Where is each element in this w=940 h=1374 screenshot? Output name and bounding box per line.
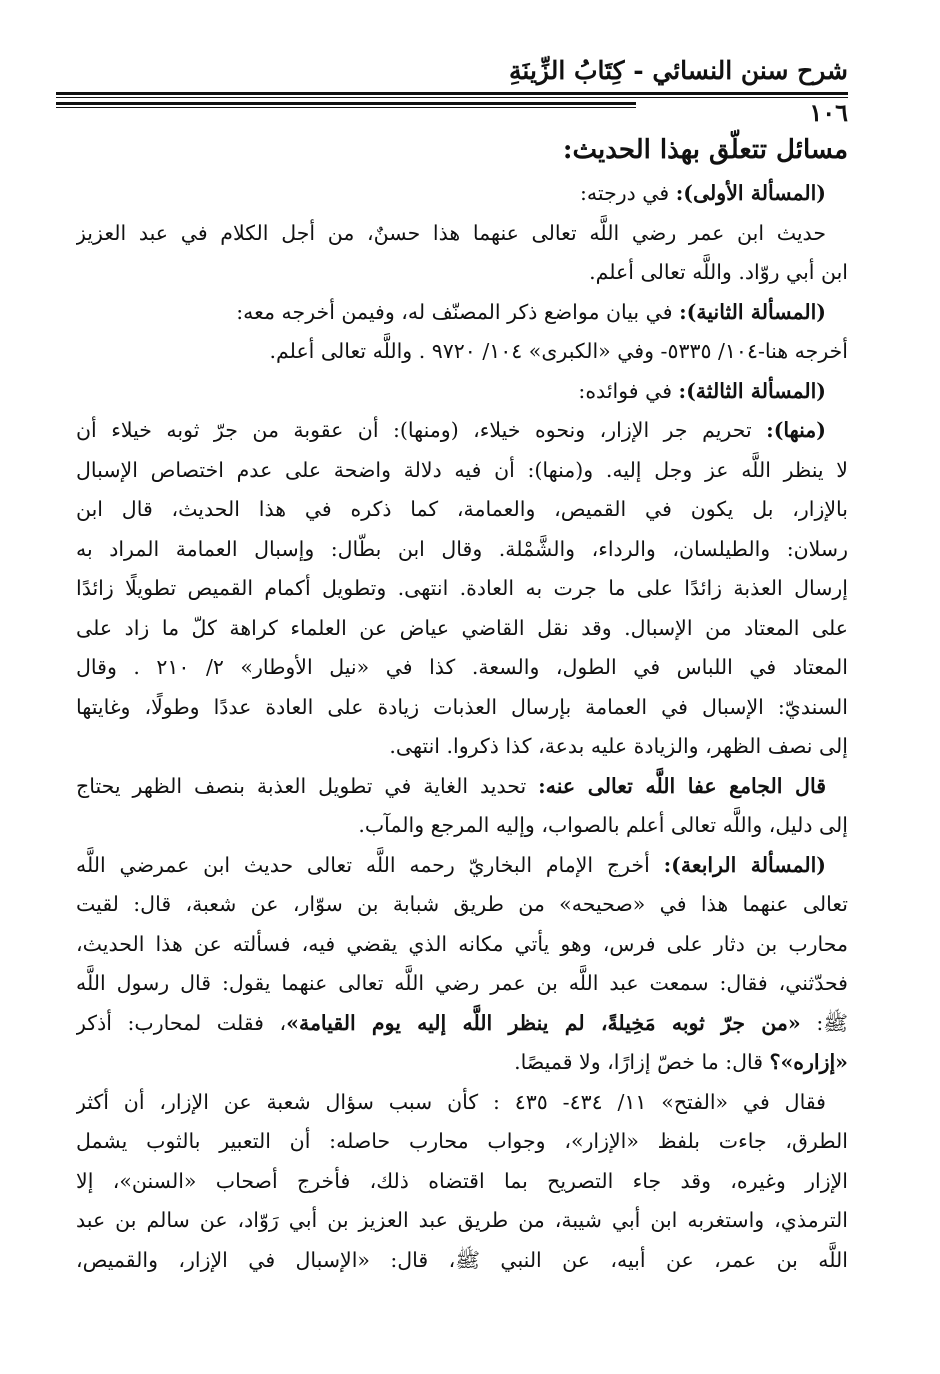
- line-text: الطرق، جاءت بلفظ «الإزار»، وجواب محارب حاصله: أن التعبير بالثوب يشمل: [76, 1129, 848, 1153]
- line-text: حديث ابن عمر رضي اللَّه تعالى عنهما هذا حسنٌ، من أجل الكلام في عبد العزيز: [76, 220, 826, 245]
- line-text: لا ينظر اللَّه عز وجل إليه. و(منها): أن فيه دلالة واضحة على عدم اختصاص الإسبال: [76, 457, 848, 482]
- text-line: [76, 411, 848, 451]
- text-line: [76, 372, 848, 412]
- text-line: [76, 1004, 848, 1044]
- text-line: [76, 1083, 848, 1123]
- line-text: في درجته:: [579, 181, 676, 205]
- text-line: [76, 1162, 848, 1202]
- page-number-rule-thin: [56, 107, 636, 108]
- text-line: [76, 846, 848, 886]
- page-number: ١٠٦: [809, 98, 848, 127]
- line-text: رسلان: والطيلسان، والرداء، والشَّمْلة. وقال ابن بطّال: وإسبال العمامة المراد به: [76, 536, 848, 561]
- header-rule: [56, 92, 848, 95]
- text-line: [76, 885, 848, 925]
- line-text: الترمذي، واستغربه ابن أبي شيبة، من طريق عبد العزيز بن أبي رَوّاد، عن سالم بن عبد: [76, 1208, 848, 1232]
- line-text: فحدّثني، فقال: سمعت عبد اللَّه بن عمر رضي اللَّه تعالى عنهما يقول: قال رسول اللَّه: [76, 971, 848, 995]
- line-text: في بيان مواضع ذكر المصنّف له، وفيمن أخرجه معه:: [236, 299, 680, 324]
- text-line: [76, 214, 848, 254]
- text-line: [76, 648, 848, 688]
- text-line: [76, 451, 848, 491]
- text-line: [76, 806, 848, 846]
- text-line: [76, 253, 848, 293]
- text-line: [76, 332, 848, 372]
- text-line: [76, 490, 848, 530]
- line-text: أخرجه هنا-١٠٤/ ٥٣٣٥- وفي «الكبرى» ١٠٤/ ٩٧٢٠ . واللَّه تعالى أعلم.: [269, 339, 848, 363]
- bold-run: قال الجامع عفا اللَّه تعالى عنه:: [538, 773, 827, 798]
- text-line: [76, 964, 848, 1004]
- header-rule-thin: [56, 97, 848, 98]
- text-line: [76, 1241, 848, 1281]
- text-line: [76, 609, 848, 649]
- line-text: اللَّه بن عمر، عن أبيه، عن النبي ﷺ، قال: «الإسبال في الإزار، والقميص،: [76, 1247, 848, 1272]
- running-header-title: شرح سنن النسائي - كِتَابُ الزِّينَةِ: [509, 56, 848, 85]
- line-text: بالإزار، بل يكون في القميص، والعمامة، كما ذكره في هذا الحديث، قال ابن: [76, 497, 848, 521]
- line-text: إلى دليل، واللَّه تعالى أعلم بالصواب، وإليه المرجع والمآب.: [358, 813, 848, 837]
- bold-run: «من جرّ ثوبه مَخِيلةً، لم ينظر اللَّه إليه يوم القيامة»: [286, 1010, 801, 1035]
- bold-run: (المسألة الرابعة):: [663, 852, 827, 877]
- body-text: [76, 128, 848, 1280]
- text-line: [76, 688, 848, 728]
- text-line: [76, 174, 848, 214]
- text-line: [76, 1043, 848, 1083]
- line-text: ابن أبي روّاد. واللَّه تعالى أعلم.: [589, 260, 848, 284]
- text-line: [76, 767, 848, 807]
- bold-run: «إزاره»؟: [769, 1050, 848, 1074]
- text-line: [76, 1201, 848, 1241]
- line-text: إلى نصف الظهر، والزيادة عليه بدعة، كذا ذكروا. انتهى.: [389, 734, 848, 758]
- line-text: محارب بن دثار على فرس، وهو يأتي مكانه الذي يقضي فيه، فسألته عن هذا الحديث،: [76, 931, 848, 956]
- bold-run: (المسألة الثانية):: [679, 299, 826, 324]
- line-text: إرسال العذبة زائدًا على ما جرت به العادة. انتهى. وتطويل أكمام القميص تطويلًا زائدًا: [76, 576, 848, 600]
- text-line: [76, 727, 848, 767]
- line-text: السنديّ: الإسبال في العمامة بإرسال العذبات زيادة على العادة عددًا وطولًا، وغايتها: [76, 694, 848, 719]
- line-text: فقال في «الفتح» ١١/ ٤٣٤- ٤٣٥ : كأن سبب سؤال شعبة عن الإزار، أن أكثر: [76, 1089, 826, 1114]
- bold-run: (منها):: [766, 418, 826, 442]
- line-text: الإزار وغيره، وقد جاء التصريح بما اقتضاه ذلك، فأخرج أصحاب «السنن»، إلا: [76, 1168, 848, 1193]
- text-line: [76, 1122, 848, 1162]
- line-text: تعالى عنهما هذا في «صحيحه» من طريق شبابة بن سوّار، عن شعبة، قال: لقيت: [76, 892, 848, 916]
- line-text: تحديد الغاية في تطويل العذبة بنصف الظهر يحتاج: [76, 773, 539, 798]
- section-heading: مسائل تتعلّق بهذا الحديث:: [562, 135, 848, 165]
- page-number-rule: [56, 102, 636, 105]
- line-text: في فوائده:: [578, 378, 679, 403]
- line-text: المعتاد في اللباس في الطول، والسعة. كذا في «نيل الأوطار» ٢/ ٢١٠ . وقال: [76, 655, 848, 679]
- line-text: قال: ما خصّ إزارًا، ولا قميصًا.: [514, 1050, 770, 1074]
- line-text: أخرج الإمام البخاريّ رحمه اللَّه تعالى حديث ابن عمرضي اللَّه: [76, 852, 664, 877]
- line-text: على المعتاد من الإسبال. وقد نقل القاضي عياض عن العلماء كراهة كلّ ما زاد على: [76, 615, 848, 640]
- text-line: [76, 530, 848, 570]
- line-text: تحريم جر الإزار، ونحوه خيلاء، (ومنها): أن عقوبة من جرّ ثوبه خيلاء أن: [76, 418, 767, 442]
- text-line: [76, 569, 848, 609]
- bold-run: (المسألة الثالثة):: [678, 378, 826, 403]
- text-line: [76, 293, 848, 333]
- text-line: [76, 925, 848, 965]
- line-text: ، فقلت لمحارب: أذكر: [76, 1010, 287, 1035]
- paragraph-lines: [76, 174, 848, 1280]
- line-prefix: ﷺ:: [800, 1010, 848, 1035]
- bold-run: (المسألة الأولى):: [675, 181, 826, 205]
